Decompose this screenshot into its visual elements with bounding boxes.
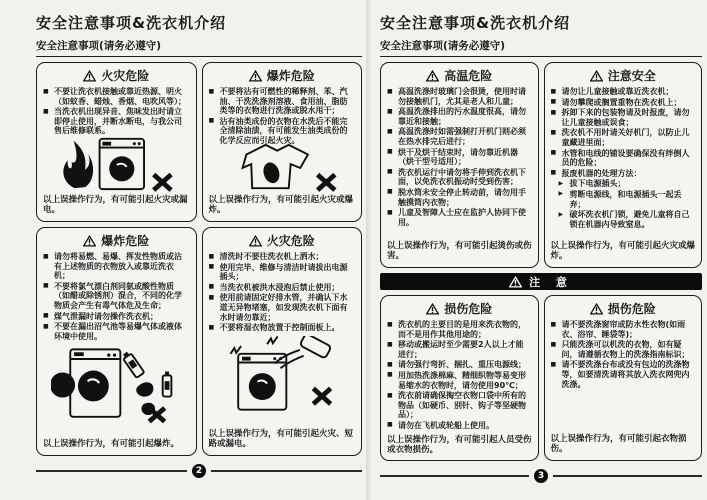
safety-bullet: ■ 不要将沾有可燃性的稀释剂、苯、汽油、干洗洗涤剂溶液、食用油、脂肪类等的衣物进行洗涤或脱水甩干；	[209, 87, 356, 116]
page-number-badge: 3	[534, 469, 548, 483]
page-title: 安全注意事项&洗衣机介绍	[36, 14, 227, 32]
safety-bullet: ■ 高温洗涤排出的污水温度很高，请勿靠近和接触；	[387, 107, 532, 126]
dark-blob	[51, 373, 75, 398]
safety-bullet: ■ 儿童及智障人士应在监护人协同下使用。	[387, 208, 532, 227]
safety-bullet: ■ 拆卸下来的包装物请及时报废，请勿让儿童接触或误食；	[551, 108, 696, 127]
warning-box-title	[387, 67, 532, 84]
warning-box-title	[551, 67, 696, 84]
warning-box-title	[209, 67, 356, 84]
warning-caption: 以上误操作行为，有可能引起火灾、短路或漏电。	[208, 428, 354, 450]
safety-bullet: ■ 请勿在飞机或轮船上使用。	[387, 421, 532, 431]
notice-bar-text: 注 意	[529, 275, 573, 289]
page-spine-shadow	[366, 0, 374, 500]
warning-box-attention-safety	[544, 62, 703, 268]
page-number-row	[36, 464, 362, 478]
safety-bullet: ■ 洗衣前请确保掏空衣物口袋中所有的物品（如硬币、别针、钩子等坚硬物品）；	[387, 391, 532, 420]
safety-bullet: ■ 用加热洗涤棉麻、精细织物等易变形易缩水的衣物时，请勿使用90℃；	[387, 371, 532, 390]
safety-bullet: ■ 高温洗涤时玻璃门会很烫，使用时请勿接触机门，尤其是老人和儿童；	[387, 87, 532, 106]
safety-bullet: ■ 不要将湿衣物放置于控制面板上。	[209, 323, 356, 333]
warning-box-fire-hazard	[36, 62, 197, 222]
manual-page-left	[36, 12, 362, 478]
warning-title-text: 高温危险	[444, 69, 493, 83]
safety-bullet: ■ 使用前请固定好排水管，并确认下水道无异物堵塞，如发现洗衣机下面有水时请勿靠近；	[209, 293, 356, 322]
warning-box-explosion-hazard-2	[36, 227, 197, 456]
safety-bullet: ■ 报废机器的处理方法：	[551, 169, 696, 179]
page-number-rule	[211, 470, 362, 472]
small-bottle	[163, 372, 172, 397]
spark-mark	[267, 336, 278, 344]
warning-box-title	[209, 232, 356, 249]
safety-bullet: ■ 煤气泄漏时请勿操作洗衣机；	[43, 312, 190, 322]
warning-box-explosion-hazard	[202, 62, 363, 222]
warning-box-title	[387, 300, 532, 317]
warning-box-damage-hazard	[380, 295, 539, 461]
warning-caption: 以上误操作行为，有可能引起爆炸。	[43, 439, 180, 450]
warning-triangle-icon	[83, 235, 96, 247]
safety-bullet: ■ 使用完毕、维修与清洁时请拔出电源插头；	[209, 263, 356, 282]
safety-bullet: ■ 洗衣机的主要目的是用来洗衣物的，而不是用作其他用途的；	[387, 320, 532, 339]
page-number-rule	[36, 470, 187, 472]
warning-triangle-icon	[249, 70, 262, 82]
page-subtitle: 安全注意事项(请务必遵守)	[36, 38, 362, 57]
warning-bullet-list	[387, 320, 532, 432]
safety-bullet: ■ 水管和电线的铺设要确保没有绊倒人员的危险；	[551, 149, 696, 168]
warning-caption: 以上误操作行为，有可能引起火灾或漏电。	[43, 194, 188, 216]
warning-title-text: 爆炸危险	[101, 234, 150, 248]
chemicals-near-washing-machine-illustration	[43, 344, 190, 426]
page-title: 安全注意事项&洗衣机介绍	[380, 14, 571, 32]
safety-bullet: ■ 请不要洗涤台布或没有包边的洗涤物等，如要清洗请将其放入洗衣网兜内洗涤。	[551, 360, 696, 389]
warning-bullet-list	[209, 252, 356, 334]
manual-page-right	[380, 12, 702, 483]
warning-caption: 以上误操作行为，有可能引起火灾或爆炸。	[208, 194, 354, 216]
warning-bullet-list	[387, 87, 532, 228]
safety-bullet: ■ 当洗衣机出现异音、焦味发出时请立即停止使用，并断水断电，与我公司售后维修联系。	[43, 107, 190, 136]
safety-bullet: ■ 请勿攀爬或搁置重物在洗衣机上；	[551, 98, 696, 108]
safety-bullet: ■ 请不要洗涤窗帘或防水性衣物(如雨衣、浴帘、睡袋等)；	[551, 320, 696, 339]
safety-bullet: ■ 移动或搬运时至少需要2人以上才能进行；	[387, 340, 532, 359]
warning-title-text: 损伤危险	[607, 302, 656, 316]
oil-stain	[261, 160, 282, 185]
detergent-bottle	[121, 351, 144, 379]
warning-bullet-list	[551, 87, 696, 179]
warning-triangle-icon	[83, 70, 96, 82]
warning-title-text: 爆炸危险	[266, 69, 315, 83]
warning-bullet-list	[43, 252, 190, 342]
warning-bullet-list	[551, 320, 696, 390]
page-number-row	[380, 469, 702, 483]
spark-mark	[230, 346, 241, 354]
warning-title-text: 注意安全	[607, 69, 656, 83]
warning-caption: 以上误操作行为，有可能引起火灾或爆炸。	[550, 240, 696, 262]
page-number-rule	[553, 475, 702, 477]
stained-shirt-illustration	[209, 149, 356, 192]
warning-triangle-icon	[590, 303, 603, 315]
safety-bullet: ■ 清洗时不要往洗衣机上洒水；	[209, 252, 356, 262]
warning-box-title	[551, 300, 696, 317]
warning-triangle-icon	[509, 276, 522, 288]
safety-bullet: ■ 请勿将易燃、易爆、挥发性物质或沾有上述物质的衣物放入或靠近洗衣机；	[43, 252, 190, 281]
safety-bullet: ■ 高温洗涤时如需强制打开机门则必须在热水排完后进行；	[387, 127, 532, 146]
safety-bullet: ■ 请勿让儿童接触或靠近洗衣机；	[551, 87, 696, 97]
warning-box-damage-hazard-2	[544, 295, 703, 461]
warning-triangle-icon	[426, 70, 439, 82]
warning-triangle-icon	[426, 303, 439, 315]
warning-triangle-icon	[590, 70, 603, 82]
warning-caption: 以上误操作行为，有可能引起烫伤或伤害。	[387, 240, 532, 262]
warning-bullet-list	[209, 87, 356, 147]
safety-bullet: ■ 沾有油类成份的衣物在水洗后不能完全清除油渍，有可能发生油类成份的化学反应而引起火灾。	[209, 117, 356, 146]
safety-bullet: ■ 当洗衣机被洪水浸泡后禁止使用；	[209, 283, 356, 293]
safety-bullet: ■ 烘干及烘干结束时，请勿靠近机器（烘干型号适用）；	[387, 148, 532, 167]
page-subtitle: 安全注意事项(请务必遵守)	[380, 38, 702, 57]
safety-bullet: ■ 洗衣机不用时请关好机门，以防止儿童藏进里面；	[551, 128, 696, 147]
water-poured-on-washing-machine-illustration	[209, 336, 356, 414]
safety-bullet: ■ 不要在漏出沼气池等易爆气体或液体环境中使用。	[43, 322, 190, 341]
page-number-badge: 2	[192, 464, 206, 478]
water-stream	[275, 350, 304, 368]
page-number-rule	[380, 475, 529, 477]
disposal-step: ▶ 拔下电源插头；	[559, 179, 696, 189]
disposal-step: ▶ 破坏洗衣机门锁，避免儿童将自己锁在机器内导致窒息。	[559, 210, 696, 229]
water-container	[299, 336, 331, 359]
safety-bullet: ■ 洗衣机运行中请勿将手伸到洗衣机下面，以免洗衣机振动时受到伤害；	[387, 168, 532, 187]
warning-title-text: 损伤危险	[444, 302, 493, 316]
fire-beside-washing-machine-illustration	[43, 139, 190, 192]
safety-bullet: ■ 脱水筒未安全停止转动前，请勿用手触摸筒内衣物；	[387, 188, 532, 207]
safety-bullet: ■ 请勿强行弯折、捆扎、重压电源线；	[387, 360, 532, 370]
safety-bullet: ■ 不要将氯气漂白剂同氨或酸性物质（如醋或除锈剂）混合，不同的化学物质会产生有毒气体危及生命；	[43, 282, 190, 311]
warning-title-text: 火灾危险	[101, 69, 150, 83]
clothes-blob	[136, 383, 153, 397]
disposal-step: ▶ 剪断电源线，和电源插头一起丢弃；	[559, 190, 696, 209]
warning-bullet-list	[43, 87, 190, 137]
warning-caption: 以上误操作行为，有可能引起衣物损伤。	[550, 433, 687, 455]
disposal-steps-list	[551, 179, 696, 230]
warning-title-text: 火灾危险	[266, 234, 315, 248]
warning-box-fire-hazard-2	[202, 227, 363, 456]
safety-bullet: ■ 只能洗涤可以机洗的衣物，如有疑问，请遵循衣物上的洗涤指南标识；	[551, 340, 696, 359]
safety-bullet: ■ 不要让洗衣机接触或靠近热源、明火（如蚊香、蜡烛、香烟、电吹风等）；	[43, 87, 190, 106]
notice-bar	[380, 273, 702, 290]
warning-box-high-temperature	[380, 62, 539, 268]
warning-box-title	[43, 232, 190, 249]
warning-caption: 以上误操作行为，有可能引起人员受伤或衣物损伤。	[387, 434, 532, 456]
flame-shape	[64, 141, 94, 188]
warning-box-title	[43, 67, 190, 84]
warning-triangle-icon	[249, 235, 262, 247]
